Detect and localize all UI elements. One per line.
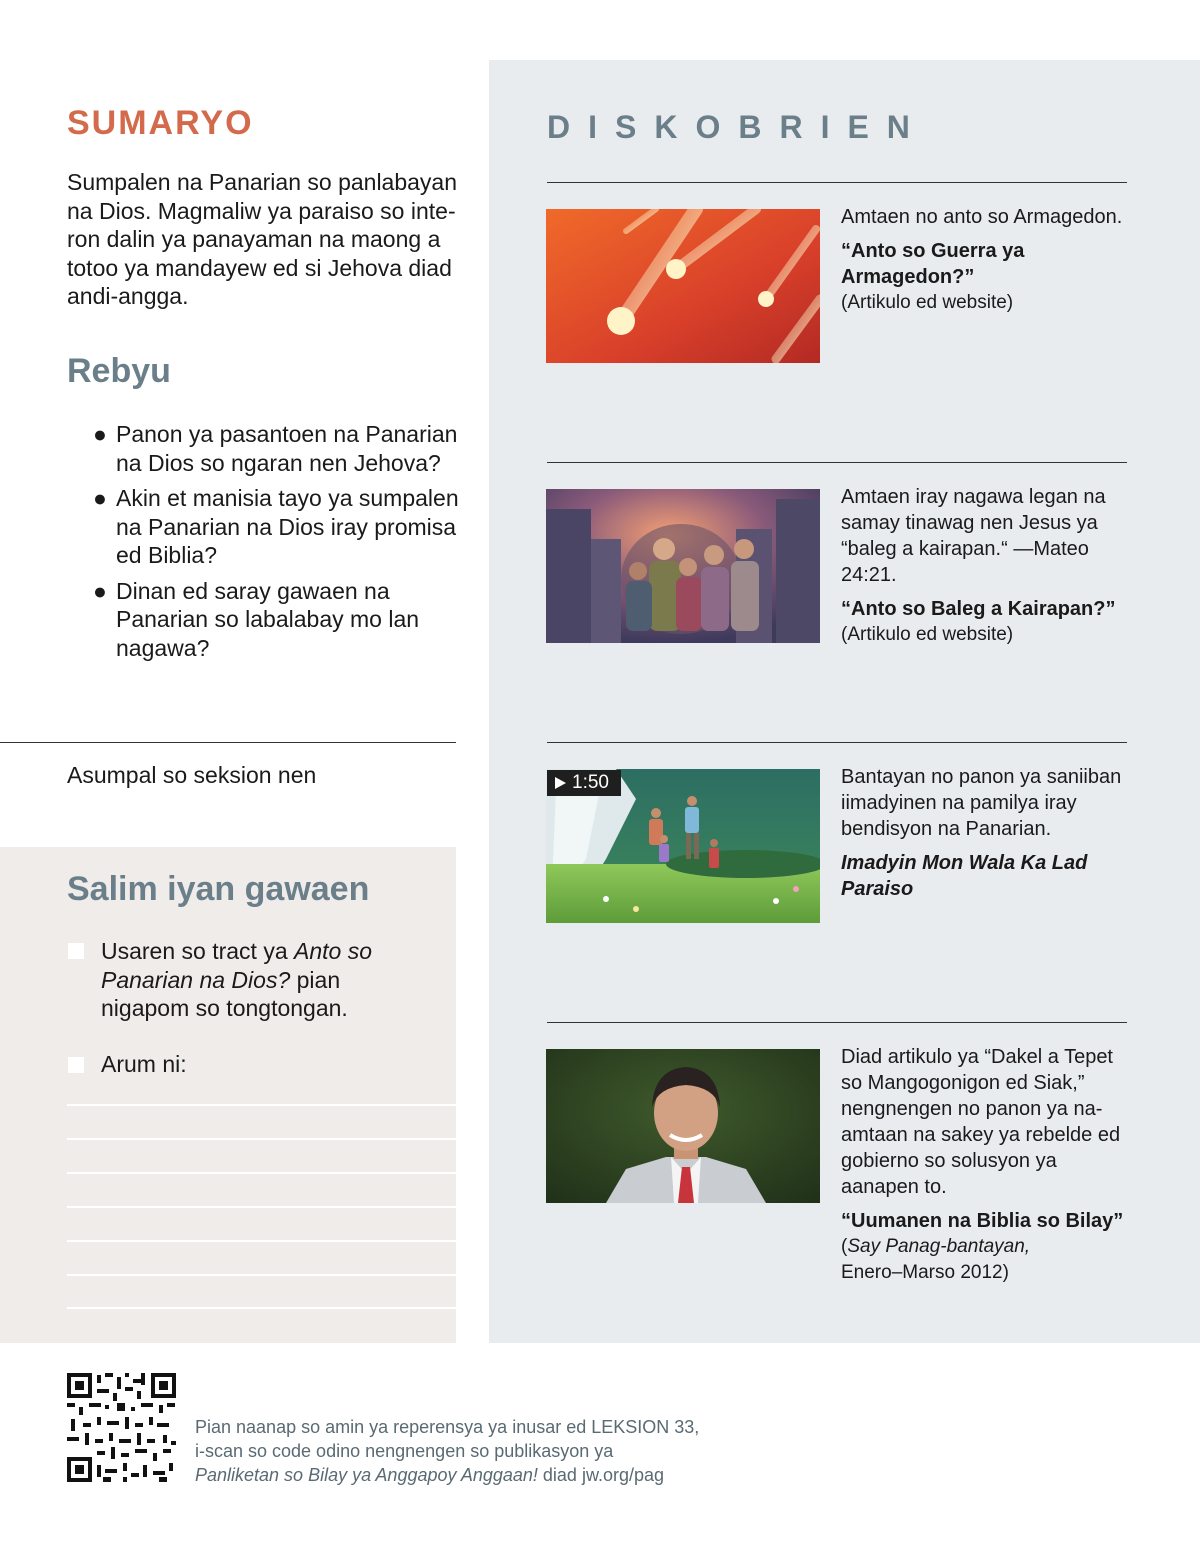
- review-item-text: Panon ya pasantoen na Panarian na Dios so ngaran nen Jehova?: [116, 421, 458, 476]
- writing-line[interactable]: [67, 1104, 456, 1106]
- video-duration-text: 1:50: [572, 772, 609, 793]
- publication-title: Panliketan so Bilay ya Anggapoy Anggaan!: [195, 1465, 538, 1485]
- publication-title: Say Panag-bantayan,: [847, 1236, 1031, 1257]
- bullet-icon: ●: [93, 577, 107, 604]
- divider: [547, 462, 1127, 463]
- publication-date: Enero–Marso 2012): [841, 1262, 1009, 1283]
- entry-source: (Artikulo ed website): [841, 292, 1014, 313]
- man-portrait-image[interactable]: [546, 1049, 820, 1203]
- entry-description: Amtaen iray nagawa legan na samay tinawag nen Jesus ya “baleg a kairapan.“ —Mateo 24:21.: [841, 486, 1106, 586]
- discover-heading: DISKOBRIEN: [547, 109, 928, 145]
- entry-source: (Artikulo ed website): [841, 624, 1014, 645]
- divider: [547, 182, 1127, 183]
- footer-reference-text: [195, 1415, 755, 1487]
- related-section-text: Asumpal so seksion nen: [67, 762, 317, 788]
- todo-text-segment: pian nigapom so tongtongan.: [101, 966, 348, 1021]
- review-item-text: Dinan ed saray gawaen na Panarian so labalabay mo lan nagawa?: [116, 577, 420, 661]
- discover-entry-1: [841, 204, 1131, 316]
- entry-title-link[interactable]: Imadyin Mon Wala Ka Lad Paraiso: [841, 852, 1088, 900]
- discover-entry-3: [841, 764, 1131, 902]
- writing-line[interactable]: [67, 1172, 456, 1174]
- footer-line-2: i-scan so code odino nengnengen so publikasyon ya: [195, 1441, 614, 1461]
- source-paren: (: [841, 1236, 848, 1257]
- entry-description: Amtaen no anto so Armagedon.: [841, 206, 1123, 228]
- footer-link-text[interactable]: diad jw.org/pag: [537, 1465, 664, 1485]
- review-item: [93, 484, 463, 570]
- review-item: [93, 577, 463, 663]
- review-item: [93, 420, 463, 477]
- review-item-text: Akin et manisia tayo ya sumpalen na Panarian na Dios iray promisa ed Biblia?: [116, 485, 459, 568]
- todo-checkbox-2[interactable]: [68, 1057, 84, 1073]
- discover-entry-4: [841, 1044, 1131, 1286]
- summary-heading: SUMARYO: [67, 104, 254, 142]
- meteors-image[interactable]: [546, 209, 820, 363]
- todo-text-segment: Usaren so tract ya: [101, 938, 295, 964]
- play-icon: [555, 777, 566, 789]
- todo-checkbox-1[interactable]: [68, 943, 84, 959]
- entry-description: Bantayan no panon ya saniiban iimadyinen na pamilya iray bendisyon na Panarian.: [841, 766, 1122, 840]
- entry-title-link[interactable]: “Uumanen na Biblia so Bilay”: [841, 1210, 1124, 1232]
- divider: [547, 1022, 1127, 1023]
- discover-entry-2: [841, 484, 1131, 648]
- tract-title: Anto so Panarian na Dios?: [101, 938, 373, 993]
- footer-line-3: [195, 1463, 755, 1487]
- review-heading: Rebyu: [67, 352, 171, 390]
- divider: [547, 742, 1127, 743]
- entry-title-link[interactable]: “Anto so Baleg a Kairapan?”: [841, 598, 1116, 620]
- qr-code-icon[interactable]: [67, 1373, 176, 1482]
- family-disaster-image[interactable]: [546, 489, 820, 643]
- summary-text: Sumpalen na Panarian so panlabayan na Dios. Magmaliw ya paraiso so interon dalin ya panayaman na maong a totoo ya mandayew ed si Jehova diad andi-angga.: [67, 169, 458, 309]
- writing-line[interactable]: [67, 1138, 456, 1140]
- todo-item-2-text: Arum ni:: [101, 1051, 187, 1077]
- video-duration-badge[interactable]: [547, 770, 621, 796]
- writing-line[interactable]: [67, 1274, 456, 1276]
- footer-line-1: Pian naanap so amin ya reperensya ya inusar ed LEKSION 33,: [195, 1417, 700, 1437]
- entry-description: Diad artikulo ya “Dakel a Tepet so Mangogonigon ed Siak,” nengnengen no panon ya naamtaan na sakey ya rebelde ed gobierno so solusyon ya aanapen to.: [841, 1046, 1121, 1198]
- entry-source: [841, 1234, 1131, 1286]
- divider: [0, 742, 456, 743]
- bullet-icon: ●: [93, 421, 107, 447]
- writing-line[interactable]: [67, 1240, 456, 1242]
- bullet-icon: ●: [93, 485, 107, 511]
- entry-title-link[interactable]: “Anto so Guerra ya Armagedon?”: [841, 240, 1025, 288]
- review-list: [93, 420, 463, 669]
- todo-heading: Salim iyan gawaen: [67, 870, 370, 908]
- todo-item-1-text: [101, 937, 401, 1023]
- todo-panel: [0, 847, 456, 1343]
- writing-line[interactable]: [67, 1307, 456, 1309]
- writing-line[interactable]: [67, 1206, 456, 1208]
